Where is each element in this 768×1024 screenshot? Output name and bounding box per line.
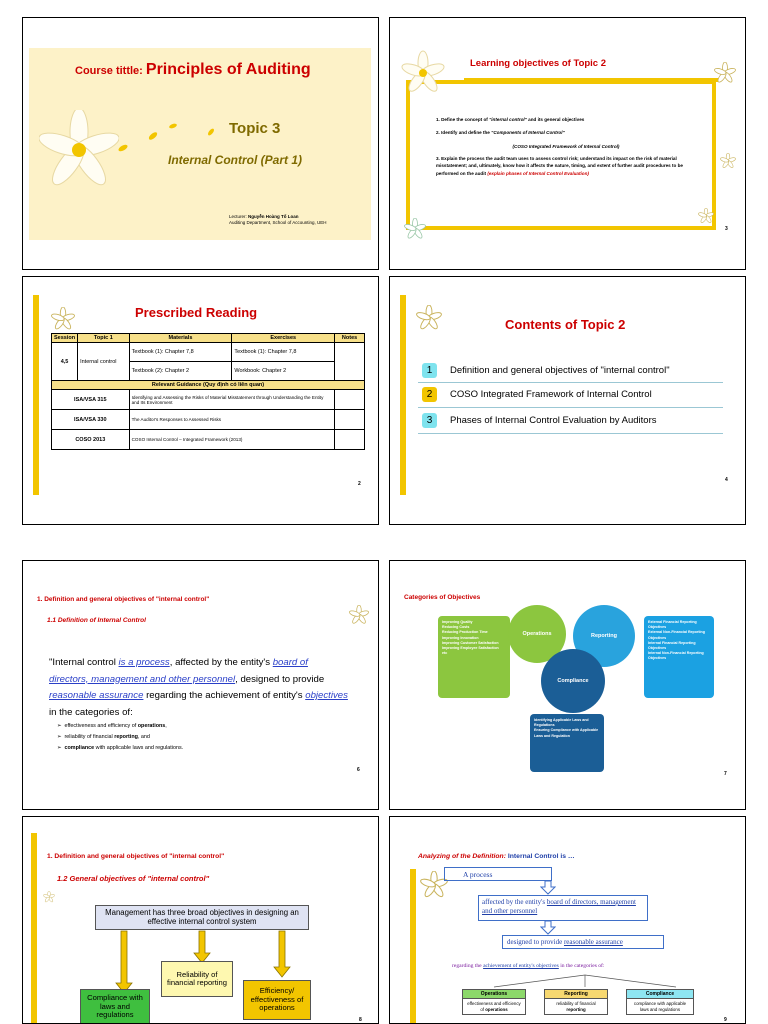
objectives-list	[436, 116, 696, 177]
yellow-side-bar	[31, 833, 37, 1024]
small-flower-icon	[714, 62, 736, 84]
section-heading: 1. Definition and general objectives of "internal control"	[47, 853, 225, 860]
small-flower-icon	[43, 891, 55, 903]
page-number: 9	[724, 1017, 727, 1023]
table-row: Textbook (2): Chapter 2 Workbook: Chapter 2	[52, 362, 365, 381]
course-label: Course tittle:	[75, 65, 146, 77]
reading-table	[51, 333, 365, 450]
section-heading: 1. Definition and general objectives of "internal control"	[37, 596, 210, 603]
objective-3: 3. Explain the process the audit team uses to assess control risk; understand its impact on the risk of material misstatement; and, ultimately, know how it affects the nature, timing, and extent of further audit procedures to be performed on the audit (explain phases of Internal Control Evaluation)	[436, 156, 683, 176]
table-header-row: Session Topic 1 Materials Exercises Notes	[52, 334, 365, 343]
page-number: 3	[725, 226, 728, 232]
reliability-box: Reliability of financial reporting	[161, 961, 233, 997]
slide-title: Contents of Topic 2	[505, 317, 626, 332]
guidance-row: Relevant Guidance (Quy định có liên quan)	[52, 381, 365, 390]
divider	[418, 382, 723, 383]
slide-6-definition	[22, 560, 379, 810]
slide-2-learning-objectives	[389, 17, 746, 270]
contents-number-1: 1	[422, 363, 437, 378]
petals-decoration-icon	[113, 118, 223, 158]
management-objectives-box: Management has three broad objectives in designing an effective internal control system	[95, 905, 309, 930]
affected-by-box: affected by the entity's board of directors, management and other personnel	[478, 895, 648, 921]
objective-2: 2. Identify and define the "Components of Internal Control" (COSO Integrated Framework of Internal Control)	[436, 130, 620, 150]
yellow-side-bar	[33, 295, 39, 495]
subsection-heading: 1.2 General objectives of "internal control"	[57, 874, 210, 883]
compliance-items-box: Identifying Applicable Laws and Regulations Ensuring Compliance with Applicable Laws and Regulation	[530, 714, 604, 772]
contents-item-3: Phases of Internal Control Evaluation by Auditors	[450, 415, 657, 426]
categories-list	[57, 721, 183, 753]
small-flower-icon	[404, 218, 426, 240]
slide-3-prescribed-reading	[22, 276, 379, 525]
slide-7-categories	[389, 560, 746, 810]
contents-number-2: 2	[422, 387, 437, 402]
slide-8-general-objectives	[22, 816, 379, 1024]
a-process-box: A process	[444, 867, 552, 881]
small-flower-icon	[416, 305, 442, 331]
arrow-down-icon	[540, 921, 556, 935]
slide-1-title	[22, 17, 379, 270]
category-connectors	[490, 973, 680, 989]
slide-title: Prescribed Reading	[135, 305, 258, 320]
page-number: 4	[725, 477, 728, 483]
regarding-text: regarding the achievement of entity's objectives in the categories of:	[452, 963, 605, 969]
page-number: 2	[358, 481, 361, 487]
table-row: ISA/VSA 315 Identifying and Assessing the Risks of Material Misstatement through Understanding the Entity and Its Environment	[52, 390, 365, 410]
table-row: ISA/VSA 330 The Auditor's Responses to Assessed Risks	[52, 410, 365, 430]
arrow-down-icon	[540, 881, 556, 895]
subsection-heading: 1.1 Definition of Internal Control	[47, 617, 146, 624]
slide-title: Learning objectives of Topic 2	[470, 58, 607, 69]
table-row: 4,5 Internal control Textbook (1): Chapter 7,8 Textbook (1): Chapter 7,8	[52, 343, 365, 362]
contents-number-3: 3	[422, 413, 437, 428]
course-name: Principles of Auditing	[145, 61, 311, 78]
small-flower-icon	[51, 307, 75, 331]
yellow-side-bar	[410, 869, 416, 1024]
topic-label: Topic 3	[229, 120, 281, 137]
reporting-circle: Reporting	[573, 605, 635, 667]
slide-title: Analyzing of the Definition: Internal Control is …	[418, 853, 575, 860]
operations-circle: Operations	[508, 605, 566, 663]
efficiency-box: Efficiency/ effectiveness of operations	[243, 980, 311, 1020]
yellow-side-bar	[400, 295, 406, 495]
contents-item-1: Definition and general objectives of "internal control"	[450, 365, 670, 376]
divider	[418, 433, 723, 434]
frame-top	[464, 78, 720, 82]
topic-subtitle: Internal Control (Part 1)	[168, 153, 303, 167]
objective-1: 1. Define the concept of "internal control" and its general objectives	[436, 117, 585, 122]
operations-items-box: Improving Quality Reducing Costs Reducing Production Time Improving Innovation Improving Customer Satisfaction Improving Employee Satisfaction etc	[438, 616, 510, 698]
small-flower-icon	[698, 208, 714, 224]
slide-9-analyzing-definition	[389, 816, 746, 1024]
list-item: ➢ effectiveness and efficiency of operations,	[57, 723, 167, 729]
category-operations: Operations effectiveness and efficiency of operations	[462, 989, 526, 1015]
contents-item-2: COSO Integrated Framework of Internal Control	[450, 389, 652, 400]
list-item: ➢ compliance with applicable laws and regulations.	[57, 744, 184, 751]
page-number: 8	[359, 1017, 362, 1023]
compliance-box: Compliance with laws and regulations	[80, 989, 150, 1024]
reporting-items-box: External Financial Reporting Objectives External Non-Financial Reporting Objectives Internal Financial Reporting Objectives Internal Non-Financial Reporting Objectives	[644, 616, 714, 698]
small-flower-icon	[349, 605, 369, 625]
slide-title: Categories of Objectives	[404, 594, 481, 601]
course-title	[75, 61, 311, 79]
small-flower-icon	[720, 153, 736, 169]
definition-quote: "Internal control is a process, affected by the entity's board of directors, management and other personnel, designed to provide reasonable assurance regarding the achievement of entity's objectives in the categories of:	[49, 657, 348, 718]
daisy-flower-icon	[400, 50, 446, 96]
designed-to-provide-box: designed to provide reasonable assurance	[502, 935, 664, 949]
table-row: COSO 2013 COSO Internal Control – Integrated Framework (2013)	[52, 430, 365, 450]
slide-4-contents	[389, 276, 746, 525]
list-item: ➢ reliability of financial reporting, and	[57, 733, 150, 740]
compliance-circle: Compliance	[541, 649, 605, 713]
lecturer-info: Lecturer: Nguyễn Hoàng Tố Loan Auditing Department, School of Accounting, UEH	[229, 214, 327, 225]
category-reporting: Reporting reliability of financial reporting	[544, 989, 608, 1015]
divider	[418, 407, 723, 408]
daisy-flower-icon	[39, 110, 119, 190]
page-number: 7	[724, 771, 727, 777]
category-compliance: Compliance compliance with applicable laws and regulations	[626, 989, 694, 1015]
page-number: 6	[357, 767, 360, 773]
